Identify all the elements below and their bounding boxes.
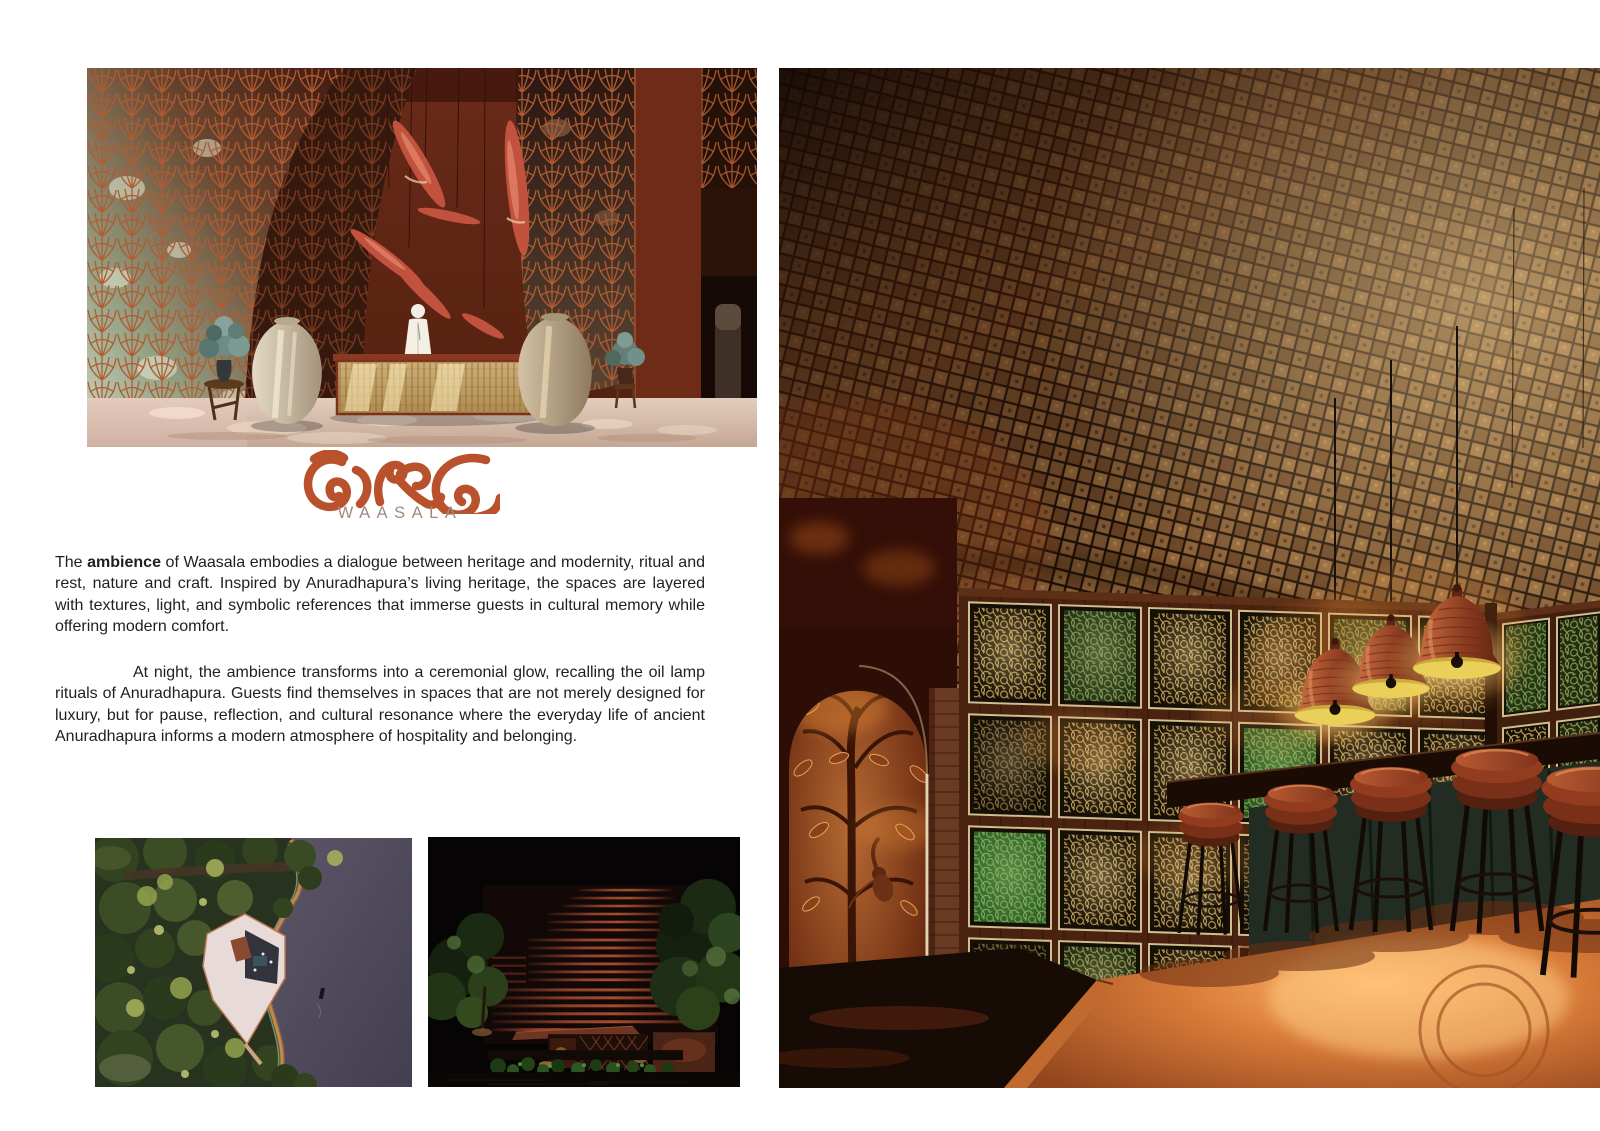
intro-prefix: The	[55, 554, 88, 571]
night-exterior-art	[428, 837, 740, 1087]
lobby-render-art	[87, 68, 757, 447]
night-exterior-image	[428, 837, 740, 1087]
brand-latin-name: WAASALA	[337, 504, 463, 522]
intro-paragraph	[55, 552, 705, 637]
intro-rest: of Waasala embodies a dialogue between heritage and modernity, ritual and rest, nature and craft. Inspired by Anuradhapura’s living heritage, the spaces are layered with textures, light, and symbolic references that immerse guests in cultural memory while offering modern comfort.	[55, 554, 706, 635]
night-paragraph: At night, the ambience transforms into a ceremonial glow, recalling the oil lamp rituals of Anuradhapura. Guests find themselves in spaces that are not merely designed for luxury, but for pause, reflection, and cultural resonance where the everyday life of ancient Anuradhapura informs a modern atmosphere of hospitality and belonging.	[55, 664, 705, 745]
night-text-block	[55, 662, 705, 747]
aerial-site-image	[95, 838, 412, 1087]
bar-render-art	[779, 68, 1600, 1088]
aerial-site-art	[95, 838, 412, 1087]
intro-bold-word: ambience	[87, 554, 161, 571]
bar-render-image	[779, 68, 1600, 1088]
intro-text-block	[55, 552, 705, 637]
brand-logo	[300, 450, 500, 534]
lobby-render-image	[87, 68, 757, 447]
